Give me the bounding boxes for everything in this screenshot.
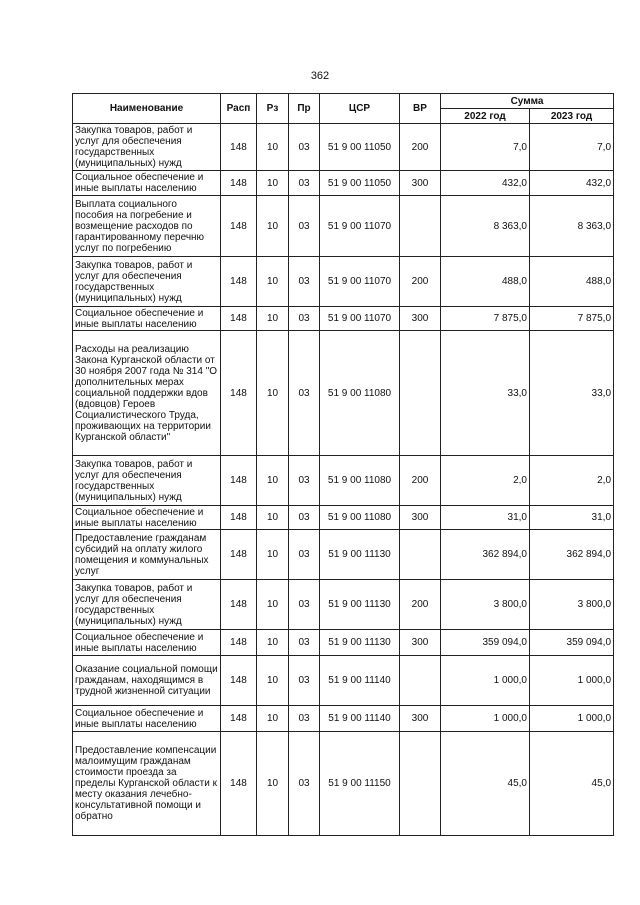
cell-pr: 03	[289, 630, 320, 656]
table-row	[73, 630, 614, 656]
cell-csr: 51 9 00 11070	[320, 196, 400, 257]
cell-pr: 03	[289, 732, 320, 836]
cell-rasp: 148	[221, 307, 257, 331]
cell-rasp: 148	[221, 257, 257, 307]
cell-name: Социальное обеспечение и иные выплаты населению	[73, 307, 221, 331]
header-vr: ВР	[400, 94, 441, 124]
cell-pr: 03	[289, 171, 320, 196]
cell-vr: 200	[400, 124, 441, 171]
cell-csr: 51 9 00 11080	[320, 456, 400, 506]
table-row	[73, 124, 614, 171]
cell-2022: 488,0	[441, 257, 530, 307]
cell-rasp: 148	[221, 331, 257, 456]
header-2023: 2023 год	[530, 109, 614, 124]
cell-csr: 51 9 00 11150	[320, 732, 400, 836]
table-header	[73, 94, 614, 124]
cell-2023: 31,0	[530, 506, 614, 530]
table-row	[73, 331, 614, 456]
cell-rasp: 148	[221, 706, 257, 732]
cell-rasp: 148	[221, 630, 257, 656]
cell-rasp: 148	[221, 580, 257, 630]
cell-name: Социальное обеспечение и иные выплаты населению	[73, 171, 221, 196]
cell-2023: 2,0	[530, 456, 614, 506]
cell-vr	[400, 656, 441, 706]
cell-name: Закупка товаров, работ и услуг для обеспечения государственных (муниципальных) нужд	[73, 257, 221, 307]
table-row	[73, 307, 614, 331]
cell-2022: 7,0	[441, 124, 530, 171]
table-row	[73, 580, 614, 630]
cell-pr: 03	[289, 530, 320, 580]
cell-rz: 10	[257, 307, 289, 331]
cell-2023: 359 094,0	[530, 630, 614, 656]
header-pr: Пр	[289, 94, 320, 124]
cell-rz: 10	[257, 171, 289, 196]
cell-rz: 10	[257, 530, 289, 580]
cell-2022: 359 094,0	[441, 630, 530, 656]
cell-pr: 03	[289, 196, 320, 257]
cell-2022: 3 800,0	[441, 580, 530, 630]
cell-name: Социальное обеспечение и иные выплаты населению	[73, 630, 221, 656]
cell-rz: 10	[257, 257, 289, 307]
header-2022: 2022 год	[441, 109, 530, 124]
cell-pr: 03	[289, 307, 320, 331]
cell-csr: 51 9 00 11080	[320, 331, 400, 456]
header-name: Наименование	[73, 94, 221, 124]
cell-vr: 300	[400, 706, 441, 732]
page-number: 362	[310, 70, 330, 82]
cell-pr: 03	[289, 331, 320, 456]
cell-pr: 03	[289, 506, 320, 530]
cell-pr: 03	[289, 257, 320, 307]
cell-pr: 03	[289, 706, 320, 732]
header-csr: ЦСР	[320, 94, 400, 124]
cell-csr: 51 9 00 11070	[320, 307, 400, 331]
cell-name: Предоставление компенсации малоимущим гражданам стоимости проезда за пределы Курганской области к месту оказания лечебно-консультативной помощи и обратно	[73, 732, 221, 836]
cell-vr: 300	[400, 506, 441, 530]
cell-2023: 7 875,0	[530, 307, 614, 331]
cell-pr: 03	[289, 456, 320, 506]
table-row	[73, 257, 614, 307]
cell-2023: 1 000,0	[530, 706, 614, 732]
cell-csr: 51 9 00 11140	[320, 706, 400, 732]
cell-name: Закупка товаров, работ и услуг для обеспечения государственных (муниципальных) нужд	[73, 580, 221, 630]
table-row	[73, 456, 614, 506]
cell-2023: 33,0	[530, 331, 614, 456]
cell-name: Оказание социальной помощи гражданам, находящимся в трудной жизненной ситуации	[73, 656, 221, 706]
table-row	[73, 706, 614, 732]
cell-2022: 1 000,0	[441, 656, 530, 706]
cell-csr: 51 9 00 11130	[320, 580, 400, 630]
cell-pr: 03	[289, 580, 320, 630]
cell-name: Предоставление гражданам субсидий на оплату жилого помещения и коммунальных услуг	[73, 530, 221, 580]
cell-vr: 300	[400, 630, 441, 656]
table-row	[73, 196, 614, 257]
cell-pr: 03	[289, 656, 320, 706]
cell-rz: 10	[257, 124, 289, 171]
cell-rasp: 148	[221, 124, 257, 171]
cell-rasp: 148	[221, 732, 257, 836]
cell-2023: 1 000,0	[530, 656, 614, 706]
cell-vr: 300	[400, 307, 441, 331]
table-row	[73, 530, 614, 580]
cell-name: Социальное обеспечение и иные выплаты населению	[73, 706, 221, 732]
cell-2023: 8 363,0	[530, 196, 614, 257]
cell-2023: 7,0	[530, 124, 614, 171]
cell-csr: 51 9 00 11130	[320, 630, 400, 656]
cell-vr: 300	[400, 171, 441, 196]
table-row	[73, 171, 614, 196]
cell-rz: 10	[257, 196, 289, 257]
cell-2022: 31,0	[441, 506, 530, 530]
header-rz: Рз	[257, 94, 289, 124]
cell-csr: 51 9 00 11050	[320, 171, 400, 196]
cell-rasp: 148	[221, 196, 257, 257]
cell-2023: 488,0	[530, 257, 614, 307]
cell-vr	[400, 331, 441, 456]
cell-2023: 362 894,0	[530, 530, 614, 580]
cell-csr: 51 9 00 11050	[320, 124, 400, 171]
cell-rz: 10	[257, 580, 289, 630]
cell-2022: 45,0	[441, 732, 530, 836]
cell-2022: 2,0	[441, 456, 530, 506]
cell-rz: 10	[257, 706, 289, 732]
cell-2022: 432,0	[441, 171, 530, 196]
cell-rasp: 148	[221, 171, 257, 196]
budget-table	[72, 93, 614, 836]
header-sum: Сумма	[441, 94, 614, 109]
cell-csr: 51 9 00 11080	[320, 506, 400, 530]
cell-2022: 33,0	[441, 331, 530, 456]
cell-rz: 10	[257, 732, 289, 836]
cell-name: Выплата социального пособия на погребение и возмещение расходов по гарантированному перечню услуг по погребению	[73, 196, 221, 257]
cell-rz: 10	[257, 331, 289, 456]
cell-rz: 10	[257, 656, 289, 706]
cell-rasp: 148	[221, 456, 257, 506]
cell-vr	[400, 196, 441, 257]
cell-csr: 51 9 00 11140	[320, 656, 400, 706]
table-body	[73, 124, 614, 836]
cell-2023: 3 800,0	[530, 580, 614, 630]
table-row	[73, 506, 614, 530]
cell-vr: 200	[400, 456, 441, 506]
cell-name: Закупка товаров, работ и услуг для обеспечения государственных (муниципальных) нужд	[73, 456, 221, 506]
cell-rz: 10	[257, 506, 289, 530]
cell-rasp: 148	[221, 656, 257, 706]
cell-2023: 45,0	[530, 732, 614, 836]
cell-rz: 10	[257, 630, 289, 656]
cell-2022: 362 894,0	[441, 530, 530, 580]
cell-name: Закупка товаров, работ и услуг для обеспечения государственных (муниципальных) нужд	[73, 124, 221, 171]
cell-rz: 10	[257, 456, 289, 506]
table-row	[73, 656, 614, 706]
cell-2022: 1 000,0	[441, 706, 530, 732]
cell-name: Социальное обеспечение и иные выплаты населению	[73, 506, 221, 530]
cell-vr	[400, 732, 441, 836]
header-rasp: Расп	[221, 94, 257, 124]
cell-csr: 51 9 00 11070	[320, 257, 400, 307]
cell-name: Расходы на реализацию Закона Курганской области от 30 ноября 2007 года № 314 "О дополнительных мерах социальной поддержки вдов (вдовцов) Героев Социалистического Труда, проживающих на территории Курганской области"	[73, 331, 221, 456]
cell-rasp: 148	[221, 530, 257, 580]
table-row	[73, 732, 614, 836]
cell-rasp: 148	[221, 506, 257, 530]
cell-vr: 200	[400, 580, 441, 630]
cell-vr: 200	[400, 257, 441, 307]
cell-2022: 8 363,0	[441, 196, 530, 257]
cell-pr: 03	[289, 124, 320, 171]
cell-vr	[400, 530, 441, 580]
cell-2023: 432,0	[530, 171, 614, 196]
cell-2022: 7 875,0	[441, 307, 530, 331]
cell-csr: 51 9 00 11130	[320, 530, 400, 580]
